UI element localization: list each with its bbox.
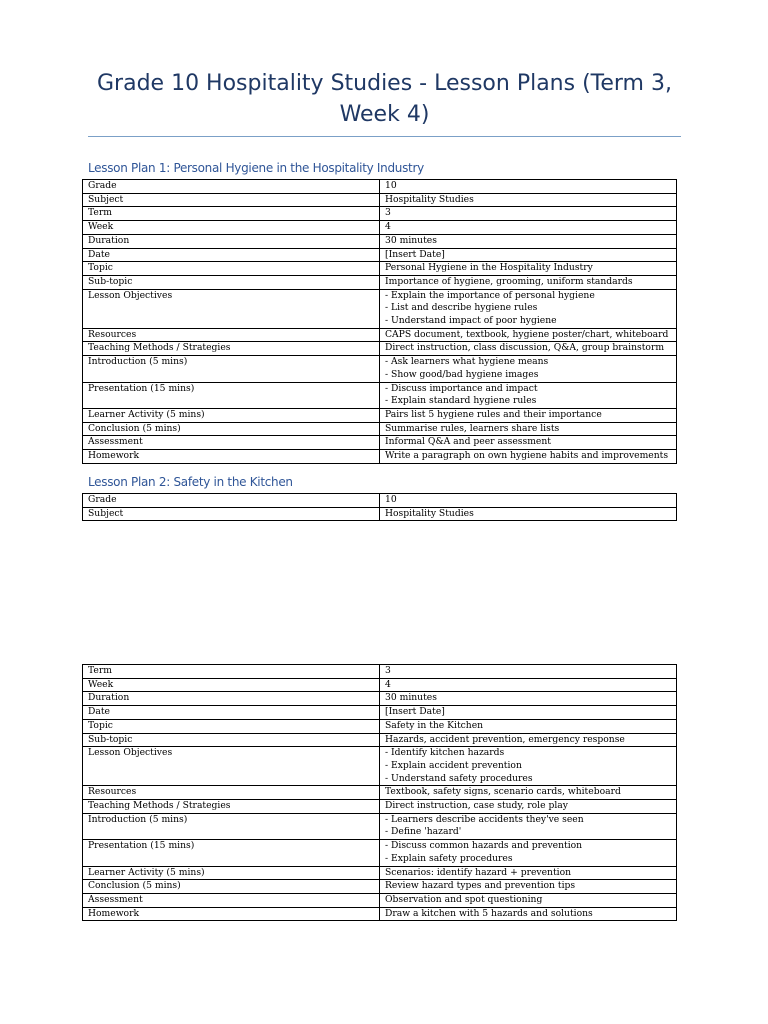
table-row	[83, 248, 677, 262]
row-value	[380, 221, 677, 235]
table-row	[83, 494, 677, 508]
value-line: Personal Hygiene in the Hospitality Industry	[385, 262, 593, 274]
value-line: - Discuss importance and impact	[385, 382, 538, 394]
row-label: Presentation (15 mins)	[83, 382, 380, 408]
row-value	[380, 678, 677, 692]
value-line: Scenarios: identify hazard + prevention	[385, 866, 572, 878]
row-value	[380, 382, 677, 408]
value-line: - Understand safety procedures	[385, 772, 533, 784]
value-line: Informal Q&A and peer assessment	[385, 436, 551, 448]
table-row	[83, 207, 677, 221]
value-line: [Insert Date]	[385, 706, 445, 718]
row-label: Grade	[83, 180, 380, 194]
value-line: Direct instruction, case study, role play	[385, 800, 568, 812]
row-label: Sub-topic	[83, 275, 380, 289]
table-row	[83, 180, 677, 194]
table-row	[83, 221, 677, 235]
value-line: Observation and spot questioning	[385, 893, 543, 905]
document-title: Grade 10 Hospitality Studies - Lesson Plans (Term 3, Week 4)	[97, 71, 672, 127]
row-label: Date	[83, 248, 380, 262]
row-label: Subject	[83, 507, 380, 521]
lesson-plan-2-heading: Lesson Plan 2: Safety in the Kitchen	[88, 475, 293, 489]
lesson-plan-2-table-part-1	[82, 493, 677, 521]
row-label: Term	[83, 207, 380, 221]
row-label: Sub-topic	[83, 733, 380, 747]
value-line: Hospitality Studies	[385, 507, 474, 519]
table-row	[83, 880, 677, 894]
value-line: 4	[385, 221, 391, 233]
value-line: Review hazard types and prevention tips	[385, 880, 576, 892]
table-row	[83, 733, 677, 747]
table-row	[83, 800, 677, 814]
row-label: Assessment	[83, 436, 380, 450]
table-row	[83, 382, 677, 408]
table-row	[83, 328, 677, 342]
value-line: Hazards, accident prevention, emergency response	[385, 733, 625, 745]
value-line: - List and describe hygiene rules	[385, 302, 538, 314]
row-value	[380, 408, 677, 422]
table-row	[83, 289, 677, 328]
value-line: Draw a kitchen with 5 hazards and solutions	[385, 907, 593, 919]
row-value	[380, 275, 677, 289]
row-label: Presentation (15 mins)	[83, 840, 380, 866]
value-line: - Understand impact of poor hygiene	[385, 315, 557, 327]
row-value	[380, 840, 677, 866]
value-line: - Learners describe accidents they've seen	[385, 813, 584, 825]
row-label: Assessment	[83, 893, 380, 907]
row-value	[380, 907, 677, 921]
row-label: Homework	[83, 907, 380, 921]
row-label: Homework	[83, 450, 380, 464]
row-label: Week	[83, 678, 380, 692]
value-line: Write a paragraph on own hygiene habits and improvements	[385, 450, 669, 462]
value-line: - Explain standard hygiene rules	[385, 395, 537, 407]
table-row	[83, 678, 677, 692]
row-label: Subject	[83, 193, 380, 207]
lesson-plan-1-table	[82, 179, 677, 464]
row-label: Resources	[83, 328, 380, 342]
row-label: Week	[83, 221, 380, 235]
row-value	[380, 289, 677, 328]
value-line: - Show good/bad hygiene images	[385, 368, 539, 380]
row-label: Duration	[83, 692, 380, 706]
row-label: Conclusion (5 mins)	[83, 422, 380, 436]
table-row	[83, 408, 677, 422]
value-line: - Define 'hazard'	[385, 826, 462, 838]
value-line: CAPS document, textbook, hygiene poster/chart, whiteboard	[385, 328, 669, 340]
table-row	[83, 234, 677, 248]
row-label: Topic	[83, 719, 380, 733]
row-label: Introduction (5 mins)	[83, 813, 380, 839]
row-label: Resources	[83, 786, 380, 800]
table-row	[83, 262, 677, 276]
row-value	[380, 733, 677, 747]
value-line: - Explain safety procedures	[385, 852, 513, 864]
value-line: Direct instruction, class discussion, Q&A, group brainstorm	[385, 342, 665, 354]
table-row	[83, 866, 677, 880]
table-row	[83, 786, 677, 800]
table-row	[83, 436, 677, 450]
table-row	[83, 840, 677, 866]
row-value	[380, 436, 677, 450]
title-divider	[88, 136, 681, 137]
value-line: Pairs list 5 hygiene rules and their importance	[385, 408, 602, 420]
row-value	[380, 494, 677, 508]
value-line: Importance of hygiene, grooming, uniform standards	[385, 275, 633, 287]
row-value	[380, 893, 677, 907]
row-label: Learner Activity (5 mins)	[83, 866, 380, 880]
row-label: Term	[83, 665, 380, 679]
table-row	[83, 507, 677, 521]
row-value	[380, 706, 677, 720]
table-row	[83, 356, 677, 382]
table-row	[83, 450, 677, 464]
table-row	[83, 893, 677, 907]
value-line: 3	[385, 207, 391, 219]
table-row	[83, 692, 677, 706]
table-row	[83, 706, 677, 720]
table-row	[83, 747, 677, 786]
row-label: Topic	[83, 262, 380, 276]
value-line: - Explain accident prevention	[385, 759, 522, 771]
value-line: - Ask learners what hygiene means	[385, 356, 549, 368]
value-line: Safety in the Kitchen	[385, 719, 484, 731]
row-label: Teaching Methods / Strategies	[83, 800, 380, 814]
row-label: Conclusion (5 mins)	[83, 880, 380, 894]
table-row	[83, 342, 677, 356]
value-line: [Insert Date]	[385, 248, 445, 260]
lesson-plan-1-heading: Lesson Plan 1: Personal Hygiene in the Hospitality Industry	[88, 161, 424, 175]
table-row	[83, 275, 677, 289]
table-row	[83, 193, 677, 207]
row-value	[380, 342, 677, 356]
row-value	[380, 786, 677, 800]
lesson-plan-2-table-part-2	[82, 664, 677, 921]
row-value	[380, 665, 677, 679]
table-row	[83, 813, 677, 839]
row-value	[380, 328, 677, 342]
row-value	[380, 813, 677, 839]
row-label: Grade	[83, 494, 380, 508]
value-line: 4	[385, 678, 391, 690]
row-value	[380, 880, 677, 894]
value-line: 3	[385, 665, 391, 676]
row-value	[380, 422, 677, 436]
row-value	[380, 356, 677, 382]
row-value	[380, 747, 677, 786]
row-value	[380, 207, 677, 221]
value-line: - Identify kitchen hazards	[385, 747, 505, 759]
row-label: Teaching Methods / Strategies	[83, 342, 380, 356]
row-value	[380, 800, 677, 814]
row-value	[380, 719, 677, 733]
row-label: Date	[83, 706, 380, 720]
table-row	[83, 422, 677, 436]
table-row	[83, 665, 677, 679]
value-line: 30 minutes	[385, 692, 437, 704]
row-value	[380, 866, 677, 880]
value-line: Textbook, safety signs, scenario cards, whiteboard	[385, 786, 621, 798]
row-value	[380, 193, 677, 207]
value-line: - Explain the importance of personal hygiene	[385, 289, 595, 301]
value-line: 10	[385, 494, 397, 505]
row-label: Introduction (5 mins)	[83, 356, 380, 382]
value-line: - Discuss common hazards and prevention	[385, 840, 583, 852]
row-value	[380, 248, 677, 262]
table-row	[83, 719, 677, 733]
row-value	[380, 450, 677, 464]
row-label: Lesson Objectives	[83, 289, 380, 328]
table-row	[83, 907, 677, 921]
value-line: 10	[385, 180, 397, 191]
row-label: Duration	[83, 234, 380, 248]
value-line: 30 minutes	[385, 234, 437, 246]
row-value	[380, 692, 677, 706]
row-value	[380, 180, 677, 194]
value-line: Hospitality Studies	[385, 193, 474, 205]
value-line: Summarise rules, learners share lists	[385, 422, 560, 434]
row-label: Learner Activity (5 mins)	[83, 408, 380, 422]
row-value	[380, 507, 677, 521]
row-label: Lesson Objectives	[83, 747, 380, 786]
row-value	[380, 262, 677, 276]
row-value	[380, 234, 677, 248]
